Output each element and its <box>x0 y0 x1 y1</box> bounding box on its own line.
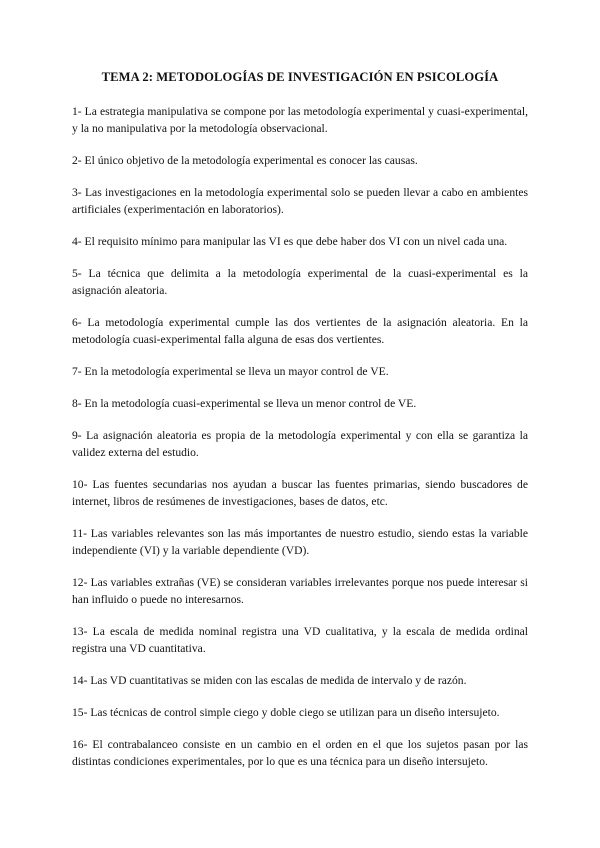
statement-16: 16- El contrabalanceo consiste en un cambio en el orden en el que los sujetos pasan por las distintas condiciones experimentales, por lo que es una técnica para un diseño intersujeto. <box>72 738 528 768</box>
statement-11: 11- Las variables relevantes son las más importantes de nuestro estudio, siendo estas la variable independiente (VI) y la variable dependiente (VD). <box>72 527 528 557</box>
statement-14: 14- Las VD cuantitativas se miden con las escalas de medida de intervalo y de razón. <box>72 674 467 687</box>
document-title: TEMA 2: METODOLOGÍAS DE INVESTIGACIÓN EN PSICOLOGÍA <box>101 70 499 84</box>
statement-3: 3- Las investigaciones en la metodología experimental solo se pueden llevar a cabo en ambientes artificiales (experimentación en laboratorios). <box>72 186 528 216</box>
statement-4: 4- El requisito mínimo para manipular las VI es que debe haber dos VI con un nivel cada una. <box>72 235 508 248</box>
statement-5: 5- La técnica que delimita a la metodología experimental de la cuasi-experimental es la asignación aleatoria. <box>72 267 528 297</box>
statement-9: 9- La asignación aleatoria es propia de la metodología experimental y con ella se garantiza la validez externa del estudio. <box>72 429 528 459</box>
statement-15: 15- Las técnicas de control simple ciego y doble ciego se utilizan para un diseño intersujeto. <box>72 706 500 719</box>
statement-13: 13- La escala de medida nominal registra una VD cualitativa, y la escala de medida ordinal registra una VD cuantitativa. <box>72 625 528 655</box>
statement-10: 10- Las fuentes secundarias nos ayudan a buscar las fuentes primarias, siendo buscadores de internet, libros de resúmenes de investigaciones, bases de datos, etc. <box>72 478 528 508</box>
statement-2: 2- El único objetivo de la metodología experimental es conocer las causas. <box>72 154 418 167</box>
statement-8: 8- En la metodología cuasi-experimental se lleva un menor control de VE. <box>72 397 417 410</box>
statement-7: 7- En la metodología experimental se lleva un mayor control de VE. <box>72 365 389 378</box>
statement-1: 1- La estrategia manipulativa se compone por las metodología experimental y cuasi-experimental, y la no manipulativa por la metodología observacional. <box>72 105 528 135</box>
statement-12: 12- Las variables extrañas (VE) se consideran variables irrelevantes porque nos puede interesar si han influido o puede no interesarnos. <box>72 576 528 606</box>
statement-6: 6- La metodología experimental cumple las dos vertientes de la asignación aleatoria. En la metodología cuasi-experimental falla alguna de esas dos vertientes. <box>72 316 528 346</box>
